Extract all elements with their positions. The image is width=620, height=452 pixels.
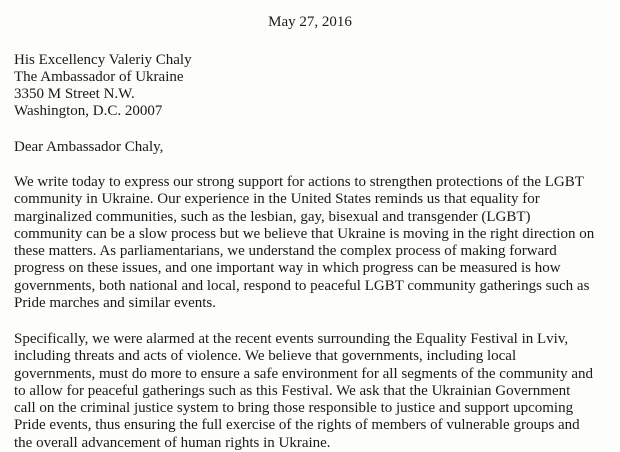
paragraph-line: the overall advancement of human rights in Ukraine. [14, 434, 331, 451]
paragraph-line: including threats and acts of violence. We believe that governments, including local [14, 348, 517, 365]
address-line: Washington, D.C. 20007 [14, 103, 163, 119]
paragraph-line: governments, both national and local, respond to peaceful LGBT community gatherings such as [14, 277, 590, 294]
address-line: His Excellency Valeriy Chaly [14, 52, 192, 68]
paragraph-line: community can be a slow process but we believe that Ukraine is moving in the right direction on [14, 225, 595, 242]
paragraph-2 [14, 331, 614, 452]
salutation: Dear Ambassador Chaly, [14, 139, 164, 155]
paragraph-line: progress on these issues, and one important way in which progress can be measured is how [14, 260, 561, 277]
address-line: 3350 M Street N.W. [14, 86, 135, 102]
paragraph-line: governments, must do more to ensure a safe environment for all segments of the community and [14, 365, 594, 382]
address-line: The Ambassador of Ukraine [14, 69, 184, 85]
paragraph-line: these matters. As parliamentarians, we understand the complex process of making forward [14, 243, 557, 260]
paragraph-line: Pride events, thus ensuring the full exercise of the rights of members of vulnerable groups and [14, 417, 580, 434]
letter-date: May 27, 2016 [268, 14, 352, 30]
paragraph-line: call on the criminal justice system to bring those responsible to justice and support upcoming [14, 400, 574, 417]
paragraph-line: to allow for peaceful gatherings such as this Festival. We ask that the Ukrainian Government [14, 382, 571, 399]
paragraph-line: community in Ukraine. Our experience in the United States reminds us that equality for [14, 191, 540, 208]
paragraph-line: Specifically, we were alarmed at the recent events surrounding the Equality Festival in Lviv, [14, 331, 569, 347]
paragraph-line: marginalized communities, such as the lesbian, gay, bisexual and transgender (LGBT) [14, 208, 531, 225]
paragraph-line: Pride marches and similar events. [14, 295, 217, 312]
paragraph-1 [14, 174, 614, 312]
paragraph-line: We write today to express our strong support for actions to strengthen protections of the LGBT [14, 174, 584, 190]
recipient-address [14, 52, 192, 120]
